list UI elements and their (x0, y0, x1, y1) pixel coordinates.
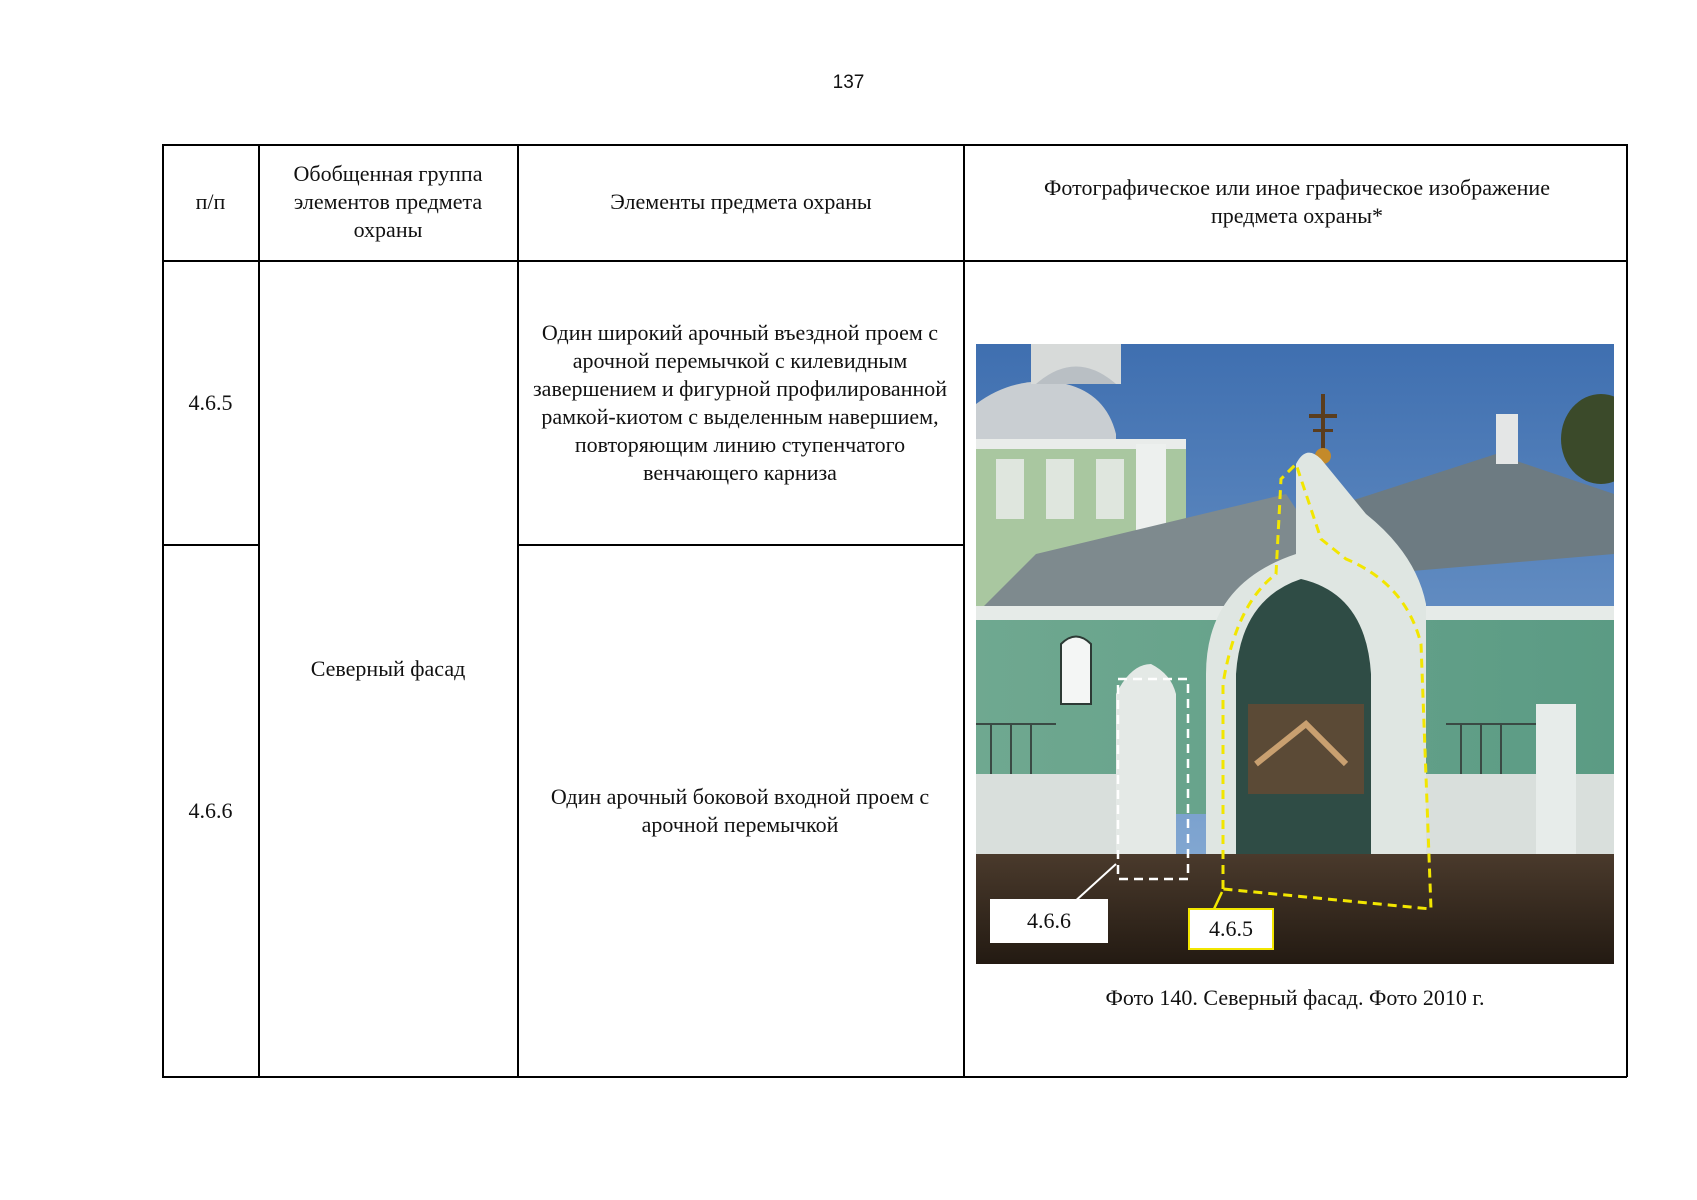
table-border-bottom (162, 1076, 1627, 1078)
table-border-right (1626, 144, 1628, 1077)
page-number: 137 (832, 72, 865, 93)
header-image: Фотографическое или иное графическое изображение предмета охраны* (1044, 175, 1550, 228)
north-facade-photo (976, 344, 1614, 964)
element-description-2: Один арочный боковой входной проем с арочной перемычкой (550, 783, 930, 837)
header-num: п/п (195, 189, 226, 214)
photo-label-left: 4.6.6 (990, 899, 1108, 943)
col-divider-2 (517, 144, 519, 1077)
group-cell: Северный фасад (310, 655, 466, 681)
heritage-table (162, 144, 1627, 1077)
element-description-1: Один широкий арочный въездной проем с арочной перемычкой с килевидным завершением и фигурной профилированной рамкой-киотом с выделенным навершием, повторяющим линию ступенчатого венчающего карниза (532, 319, 948, 485)
header-group: Обобщенная группа элементов предмета охраны (293, 161, 483, 242)
photo-caption: Фото 140. Северный фасад. Фото 2010 г. (1105, 985, 1485, 1010)
photo-label-right: 4.6.5 (1188, 908, 1274, 950)
header-elements: Элементы предмета охраны (610, 189, 872, 214)
row-number-1: 4.6.5 (188, 389, 233, 415)
col-divider-3 (963, 144, 965, 1077)
row-number-2: 4.6.6 (188, 797, 233, 823)
